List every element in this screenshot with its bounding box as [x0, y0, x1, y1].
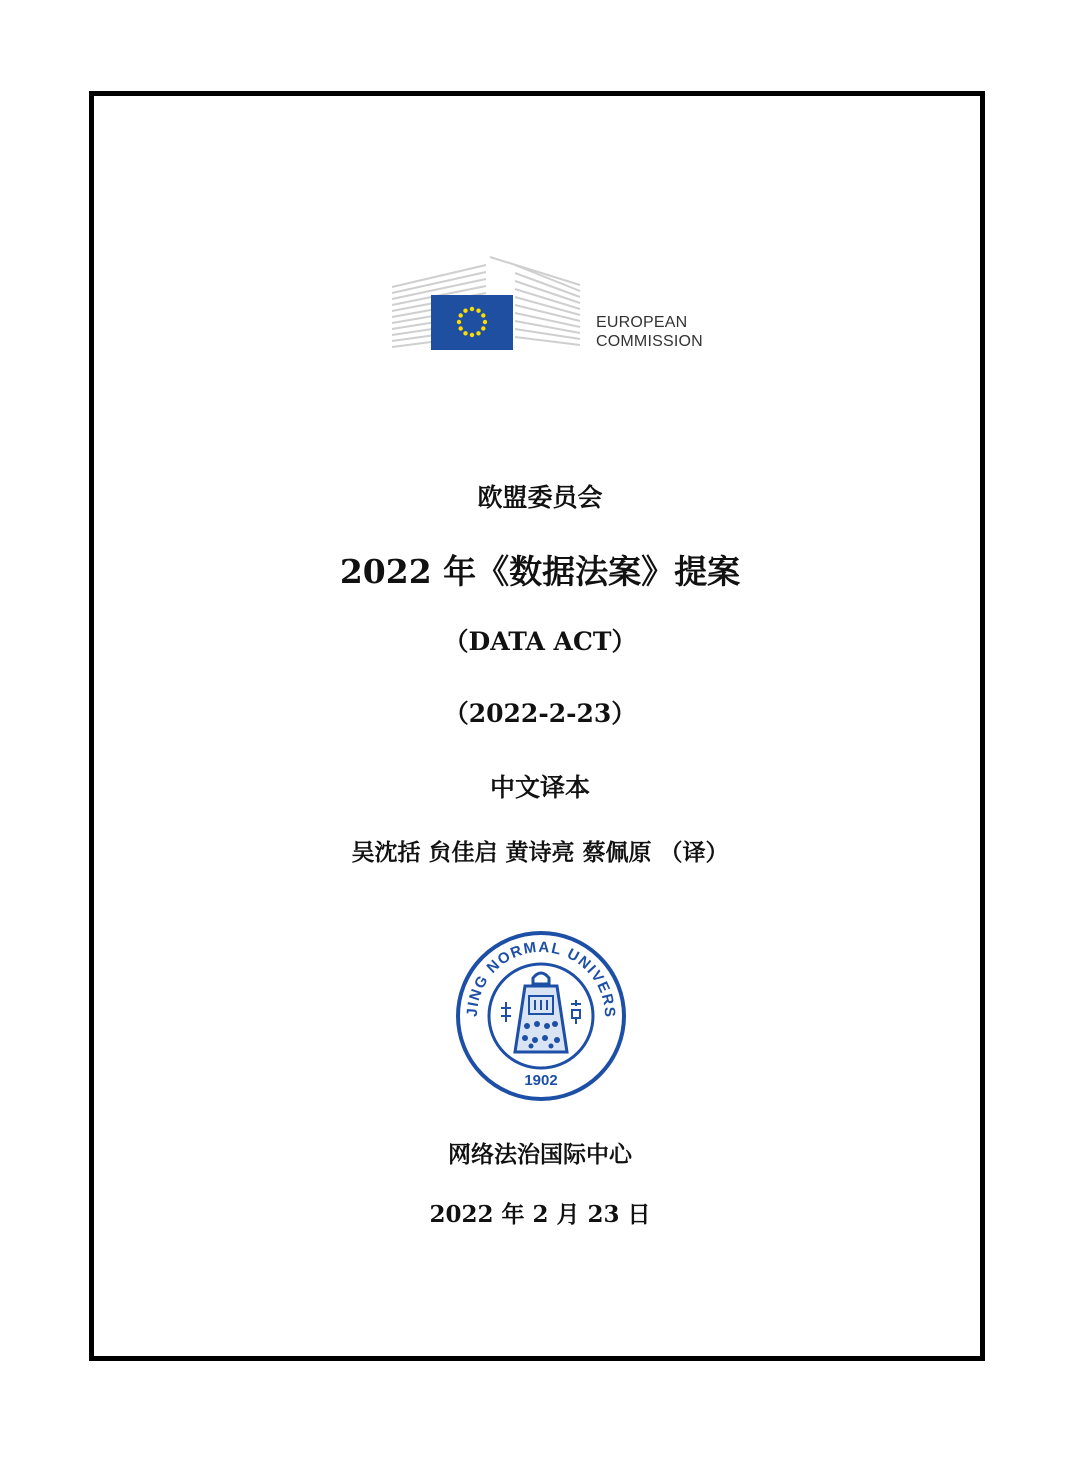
bnu-seal	[455, 930, 627, 1102]
bnu-seal-icon	[455, 930, 627, 1102]
english-name: （DATA ACT）	[443, 627, 637, 656]
publication-date: 2022 年 2 月 23 日	[429, 1201, 651, 1228]
version-label: 中文译本	[489, 773, 590, 802]
eu-flag	[431, 295, 513, 350]
seal-university-name: JING NORMAL UNIVERS	[463, 938, 619, 1019]
organization-name: 欧盟委员会	[477, 483, 603, 512]
berlaymont-building-icon	[390, 255, 590, 355]
bell-emblem-icon	[501, 973, 581, 1052]
proposal-date: （2022-2-23）	[443, 699, 637, 728]
european-commission-logo	[390, 255, 720, 355]
ec-logo-line2: COMMISSION	[596, 333, 703, 350]
translators: 吴沈括 贠佳启 黄诗亮 蔡佩原 （译）	[351, 839, 729, 866]
ec-logo-line1: EUROPEAN	[596, 314, 688, 331]
document-title: 2022 年《数据法案》提案	[339, 552, 741, 591]
publisher-name: 网络法治国际中心	[448, 1141, 632, 1168]
seal-year: 1902	[524, 1072, 558, 1089]
ec-logo-text	[596, 313, 703, 351]
